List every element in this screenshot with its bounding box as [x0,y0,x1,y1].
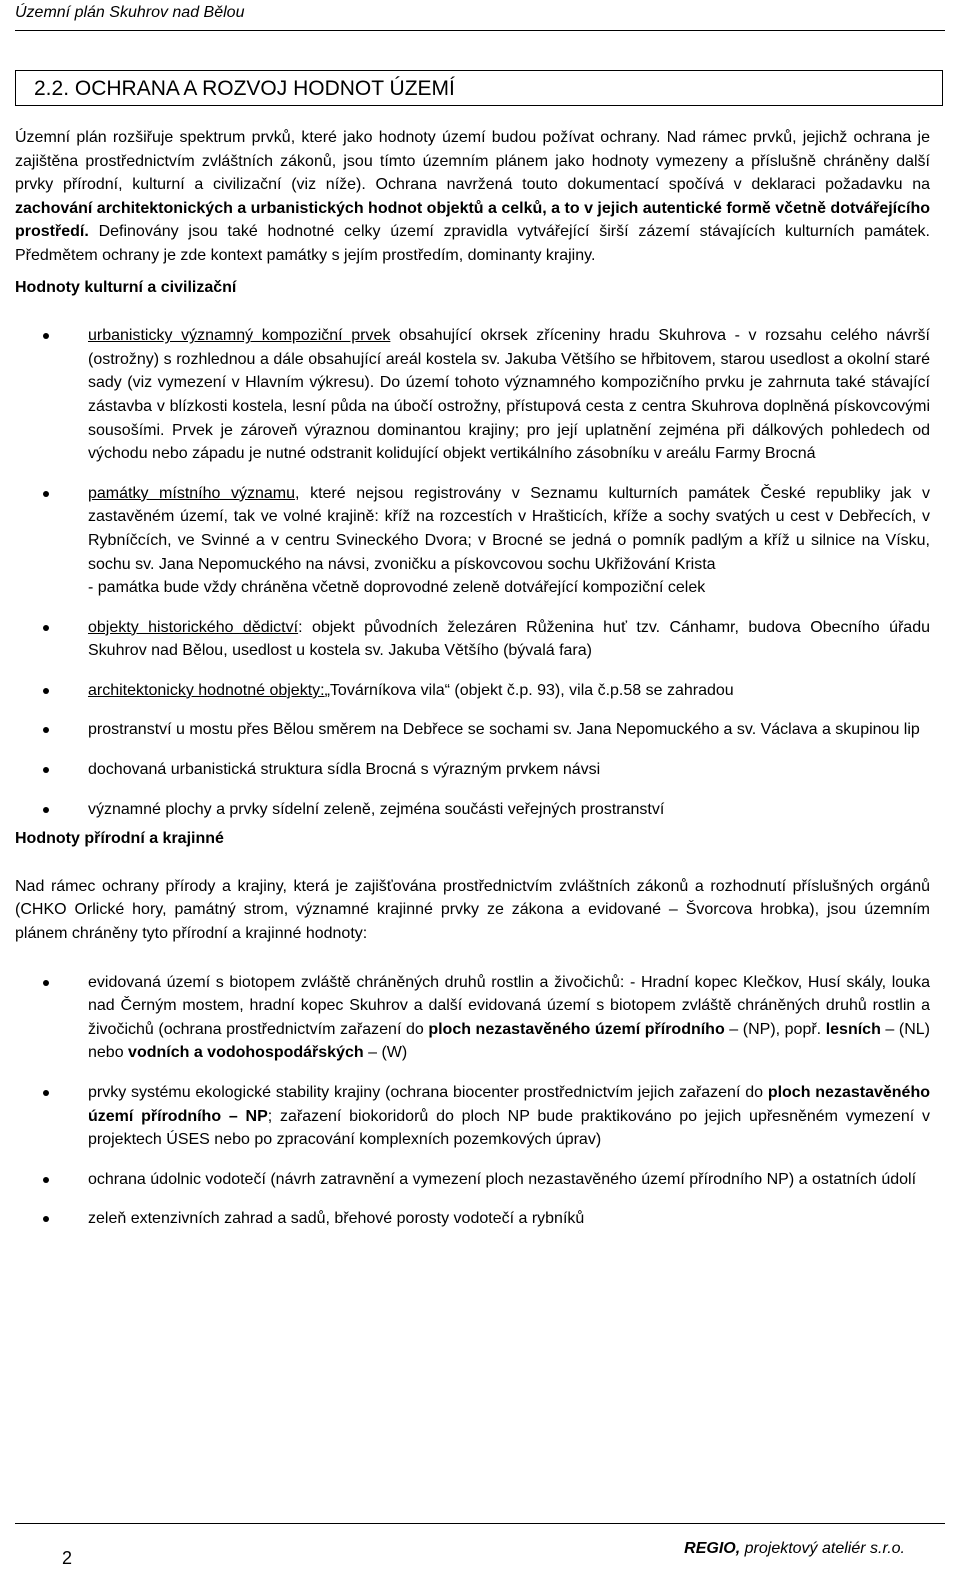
list-item [15,324,930,466]
footer-company [684,1540,905,1558]
list-item-text: , které nejsou registrovány v Seznamu kulturních památek České republiky jak v zastavěném území, tak ve volné krajině: kříž na rozcestích v Hrašticích, kříže a sochy svatých u cest v Debřecích, v Rybníčcích, ve Svinné a v centru Svineckého Dvora; v Brocné se jedná o pomník padlým a kříž u silnice na Vísku, sochu sv. Jana Nepomuckého na návsi, zvoničku a pískovcovou sochu Ukřižování Krista [88,484,930,573]
list-item [15,718,930,742]
footer-divider [15,1523,945,1524]
natural-intro-paragraph: Nad rámec ochrany přírody a krajiny, která je zajišťována prostřednictvím zvláštních zákonů a rozhodnutí příslušných orgánů (CHKO Orlické hory, památný strom, významné krajinné prvky ze zákona a evidované – Švorcova hrobka), jsou územním plánem chráněny tyto přírodní a krajinné hodnoty: [15,877,930,943]
footer-company-bold: REGIO, [684,1540,741,1557]
list-item-text: „Továrníkova vila“ (objekt č.p. 93), vila č.p.58 se zahradou [324,681,734,699]
list-item-text: ; zařazení biokoridorů do ploch NP bude praktikováno po jejich upřesněném vymezení v projektech ÚSES nebo po zpracování komplexních pozemkových úprav) [88,1107,930,1149]
list-item-underlined: urbanisticky významný kompoziční prvek [88,327,391,345]
document-header-title: Územní plán Skuhrov nad Bělou [15,4,245,21]
list-item-text: – (NP), popř. [724,1020,826,1038]
page-number: 2 [62,1548,73,1568]
list-item [15,616,930,663]
list-item-text: – (NL) nebo [88,1020,930,1062]
list-item-text: dochovaná urbanistická struktura sídla Brocná s výrazným prvkem návsi [88,761,601,779]
main-content [15,126,930,1231]
cultural-values-heading: Hodnoty kulturní a civilizační [15,278,237,296]
list-item-text: – (W) [363,1044,408,1062]
list-item-bold: vodních a vodohospodářských [128,1044,364,1062]
list-item-bold: ploch nezastavěného území přírodního – NP [88,1084,930,1125]
list-item-bold: lesních [825,1020,881,1038]
section-title: 2.2. OCHRANA A ROZVOJ HODNOT ÚZEMÍ [34,77,455,100]
list-item [15,758,930,782]
footer-company-rest: projektový ateliér s.r.o. [740,1540,905,1557]
list-item [15,798,930,822]
list-item-text: ochrana údolnic vodotečí (návrh zatravnění a vymezení ploch nezastavěného území přírodního NP) a ostatních údolí [88,1170,917,1188]
list-item-note: - památka bude vždy chráněna včetně doprovodné zeleně dotvářející kompoziční celek [88,579,706,597]
intro-text-2: Definovány jsou také hodnotné celky území zpravidla vytvářející širší zázemí stávajících kulturních památek. Předmětem ochrany je zde kontext památky s jejím prostředím, dominanty krajiny. [15,223,930,264]
cultural-values-list [15,324,930,821]
list-item-text: zeleň extenzivních zahrad a sadů, břehové porosty vodotečí a rybníků [88,1210,585,1228]
intro-text-1: Územní plán rozšiřuje spektrum prvků, které jako hodnoty území budou požívat ochrany. Nad rámec prvků, jejichž ochrana je zajištěna prostřednictvím zvláštních zákonů, jsou tímto územním plánem jako hodnoty vymezeny a příslušně chráněny další prvky přírodní, kulturní a civilizační (viz níže). Ochrana navržená touto dokumentací spočívá v deklaraci požadavku na [15,129,930,194]
natural-values-list [15,971,930,1231]
list-item-text: obsahující okrsek zříceniny hradu Skuhrova - v rozsahu celého návrší (ostrožny) s rozhlednou a dále obsahující areál kostela sv. Jakuba Většího se hřbitovem, starou usedlost a okolní staré sady (viz vymezení v Hlavním výkresu). Do území tohoto významného kompozičního prvku je zahrnuta také stávající zástavba v blízkosti kostela, lesní půda na úbočí ostrožny, přístupová cesta z centra Skuhrova doplněná pískovcovými sousošími. Prvek je zároveň výraznou dominantou krajiny; pro její uplatnění zejména při dálkových pohledech od východu nebo západu je nutné odstranit kolidující objekt vertikálního zásobníku v areálu Farmy Brocná [88,327,930,463]
list-item-underlined: architektonicky hodnotné objekty: [88,681,325,699]
list-item [15,971,930,1065]
list-item [15,1168,930,1192]
intro-text-bold: zachování architektonických a urbanistických hodnot objektů a celků, a to v jejich autentické formě včetně dotvářejícího prostředí. [15,199,930,241]
list-item-bold: ploch nezastavěného území přírodního [428,1020,725,1038]
list-item-underlined: objekty historického dědictví [88,618,299,636]
list-item-text: : objekt původních železáren Růženina huť tzv. Cánhamr, budova Obecního úřadu Skuhrov nad Bělou, usedlost u kostela sv. Jakuba Většího (bývalá fara) [88,618,930,660]
intro-paragraph [15,126,930,268]
list-item [15,679,930,703]
list-item-text: významné plochy a prvky sídelní zeleně, zejména součásti veřejných prostranství [88,800,665,818]
list-item [15,1207,930,1231]
list-item-text: evidovaná území s biotopem zvláště chráněných druhů rostlin a živočichů: - Hradní kopec Klečkov, Husí skály, louka nad Černým mostem, hradní kopec Skuhrov a další evidovaná území s biotopem zvláště chráněných druhů rostlin a živočichů (ochrana prostřednictvím zařazení do [88,973,930,1038]
list-item-text: prvky systému ekologické stability krajiny (ochrana biocenter prostřednictvím jejich zařazení do [88,1084,768,1101]
natural-values-heading: Hodnoty přírodní a krajinné [15,830,224,848]
list-item-underlined: památky místního významu [88,484,296,502]
list-item [15,1081,930,1152]
section-title-box [15,70,943,106]
list-item-text: prostranství u mostu přes Bělou směrem na Debřece se sochami sv. Jana Nepomuckého a sv. Václava a skupinou lip [88,721,920,739]
list-item [15,482,930,600]
header-divider [15,30,945,31]
